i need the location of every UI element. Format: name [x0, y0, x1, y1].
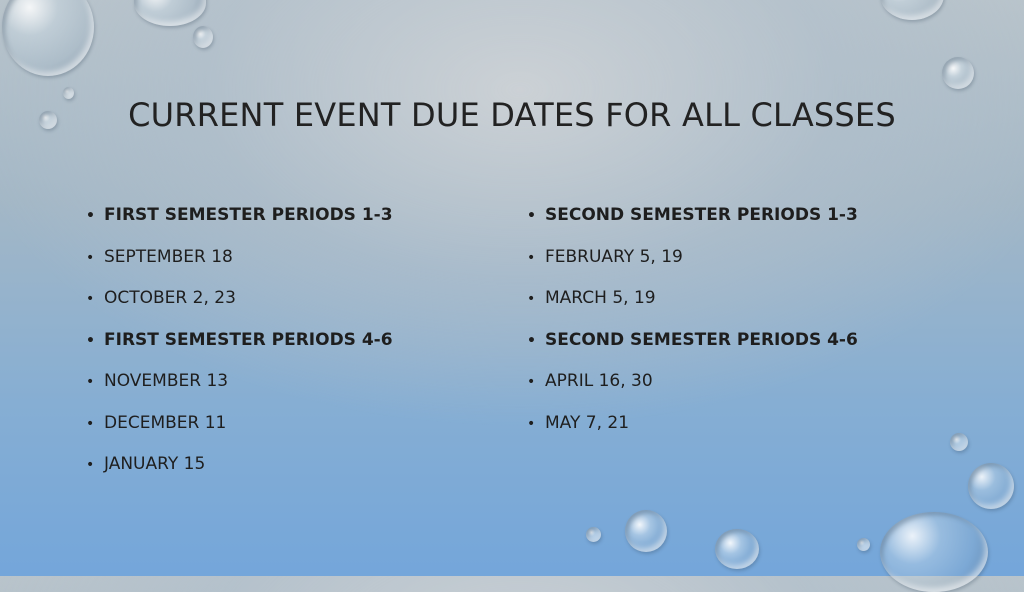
bullet-icon: • [86, 415, 95, 432]
bullet-icon: • [86, 457, 95, 473]
list-item-text: JANUARY 15 [104, 454, 206, 474]
bullet-icon: • [527, 332, 536, 349]
list-item [86, 247, 393, 289]
list-item-text: DECEMBER 11 [104, 412, 227, 433]
water-drop-icon [586, 527, 601, 542]
list-item-text: FIRST SEMESTER PERIODS 4-6 [104, 329, 393, 350]
bullet-icon: • [86, 291, 95, 307]
water-drop-icon [134, 0, 206, 26]
water-drop-icon [193, 26, 213, 48]
slide-title: CURRENT EVENT DUE DATES FOR ALL CLASSES [128, 96, 896, 134]
water-drop-icon [880, 512, 988, 592]
list-item [527, 205, 858, 247]
list-item-text: FEBRUARY 5, 19 [545, 246, 683, 267]
water-drop-icon [2, 0, 94, 76]
list-item [86, 454, 393, 496]
list-item [527, 288, 858, 330]
list-item-text: FIRST SEMESTER PERIODS 1-3 [104, 205, 393, 225]
list-item-text: OCTOBER 2, 23 [104, 288, 236, 308]
list-item [86, 371, 393, 413]
right-column-list [527, 205, 858, 454]
bullet-icon: • [86, 374, 95, 390]
list-item-text: MAY 7, 21 [545, 412, 630, 433]
bullet-icon: • [527, 208, 536, 224]
list-item [527, 371, 858, 413]
bullet-icon: • [86, 332, 95, 349]
list-item-text: SECOND SEMESTER PERIODS 1-3 [545, 205, 858, 225]
bullet-icon: • [527, 249, 536, 266]
left-column-list [86, 205, 393, 496]
list-item [86, 413, 393, 455]
bullet-icon: • [527, 374, 536, 390]
bullet-icon: • [527, 291, 536, 307]
list-item [527, 413, 858, 455]
list-item [527, 247, 858, 289]
list-item [527, 330, 858, 372]
water-drop-icon [625, 510, 667, 552]
list-item-text: SECOND SEMESTER PERIODS 4-6 [545, 329, 858, 350]
list-item [86, 330, 393, 372]
bullet-icon: • [86, 249, 95, 266]
list-item-text: NOVEMBER 13 [104, 371, 229, 391]
water-drop-icon [942, 57, 974, 89]
water-drop-icon [857, 538, 870, 551]
list-item [86, 205, 393, 247]
list-item-text: SEPTEMBER 18 [104, 246, 233, 267]
water-drop-icon [880, 0, 944, 20]
bullet-icon: • [527, 415, 536, 432]
water-drop-icon [950, 433, 968, 451]
list-item-text: APRIL 16, 30 [545, 371, 653, 391]
list-item [86, 288, 393, 330]
water-drop-icon [968, 463, 1014, 509]
bullet-icon: • [86, 208, 95, 224]
list-item-text: MARCH 5, 19 [545, 288, 656, 308]
water-drop-icon [715, 529, 759, 569]
